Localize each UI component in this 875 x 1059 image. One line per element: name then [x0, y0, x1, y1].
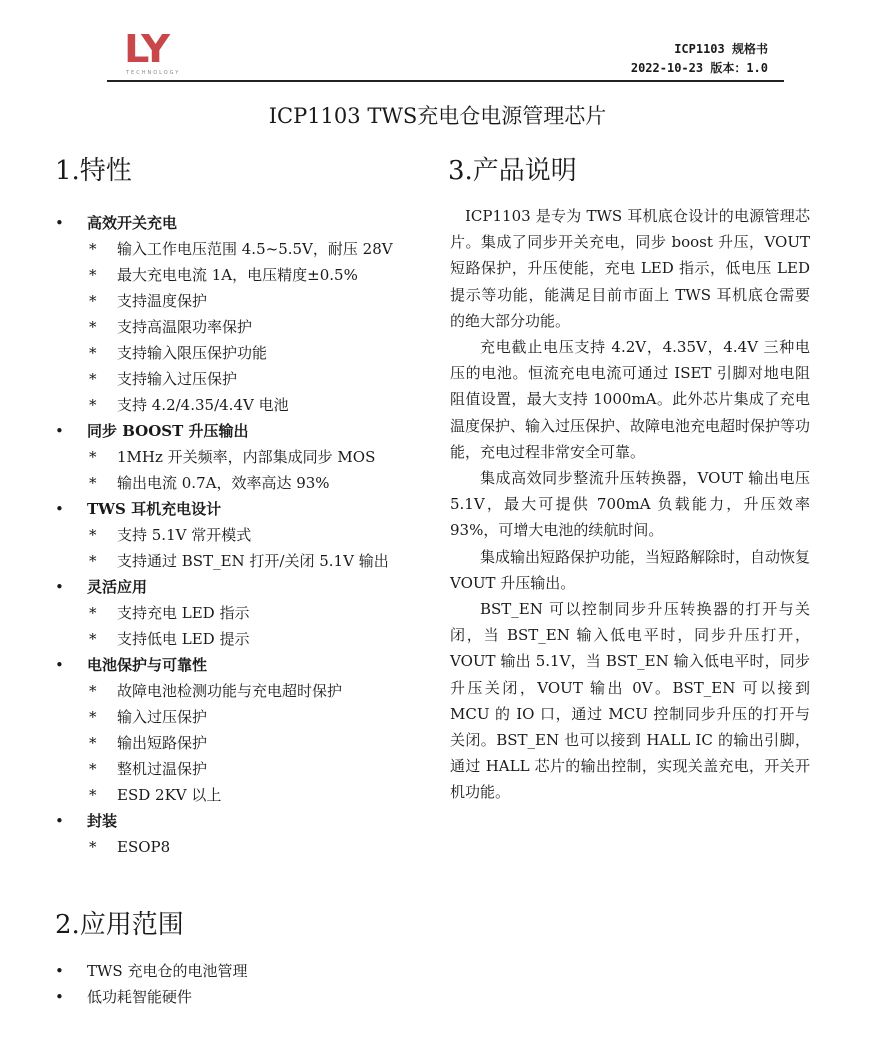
star-icon: * — [89, 604, 97, 622]
star-icon: * — [89, 630, 97, 648]
star-icon: * — [89, 266, 97, 284]
star-icon: * — [89, 474, 97, 492]
star-icon: * — [89, 682, 97, 700]
star-icon: * — [89, 526, 97, 544]
bullet-icon: • — [55, 214, 64, 232]
feature-item — [55, 366, 435, 392]
star-icon: * — [89, 786, 97, 804]
feature-item — [55, 470, 435, 496]
bullet-icon: • — [55, 500, 64, 518]
feature-group-label: 灵活应用 — [87, 578, 148, 596]
document-title: ICP1103 TWS充电仓电源管理芯片 — [268, 104, 607, 128]
feature-item-text: 支持通过 BST_EN 打开/关闭 5.1V 输出 — [117, 552, 389, 570]
feature-item — [55, 704, 435, 730]
star-icon: * — [89, 760, 97, 778]
star-icon: * — [89, 708, 97, 726]
logo-subtext: TECHNOLOGY — [126, 70, 181, 76]
feature-item — [55, 340, 435, 366]
features-list — [55, 210, 435, 860]
feature-group — [55, 418, 435, 444]
header-info — [631, 40, 768, 78]
feature-item-text: 支持充电 LED 指示 — [117, 604, 250, 622]
feature-group — [55, 496, 435, 522]
star-icon: * — [89, 318, 97, 336]
feature-item — [55, 314, 435, 340]
star-icon: * — [89, 292, 97, 310]
feature-item — [55, 522, 435, 548]
feature-group-label: 电池保护与可靠性 — [87, 656, 208, 674]
description-heading: 3.产品说明 — [448, 156, 577, 186]
description-paragraph: 集成输出短路保护功能，当短路解除时，自动恢复 VOUT 升压输出。 — [450, 547, 811, 592]
feature-group — [55, 808, 435, 834]
feature-item-text: ESOP8 — [117, 838, 171, 856]
feature-group-label: TWS 耳机充电设计 — [87, 500, 222, 518]
description-paragraph: 集成高效同步整流升压转换器，VOUT 输出电压 5.1V，最大可提供 700mA 负载能力，升压效率 93%，可增大电池的续航时间。 — [450, 469, 810, 540]
feature-item-text: 支持高温限功率保护 — [117, 318, 253, 336]
feature-item-text: 支持输入限压保护功能 — [117, 344, 268, 362]
feature-item — [55, 262, 435, 288]
feature-item-text: 整机过温保护 — [117, 760, 208, 778]
feature-item-text: 支持 5.1V 常开模式 — [117, 526, 252, 544]
bullet-icon: • — [55, 988, 64, 1006]
logo-text: LY — [124, 27, 168, 71]
bullet-icon: • — [55, 962, 64, 980]
application-item-text: 低功耗智能硬件 — [87, 988, 193, 1006]
feature-item — [55, 444, 435, 470]
feature-item — [55, 236, 435, 262]
star-icon: * — [89, 734, 97, 752]
feature-item-text: 输出短路保护 — [117, 734, 208, 752]
applications-heading: 2.应用范围 — [55, 910, 184, 940]
description-paragraph: 充电截止电压支持 4.2V，4.35V，4.4V 三种电压的电池。恒流充电电流可通过 ISET 引脚对地电阻阻值设置，最大支持 1000mA。此外芯片集成了充电温度保护、输入过压保护、故障电池充电超时保护等功能，充电过程非常安全可靠。 — [450, 338, 811, 461]
feature-item — [55, 600, 435, 626]
description-paragraph: ICP1103 是专为 TWS 耳机底仓设计的电源管理芯片。集成了同步开关充电，同步 boost 升压，VOUT 短路保护，升压使能，充电 LED 指示，低电压 LED 提示等功能，能满足目前市面上 TWS 耳机底仓需要的绝大部分功能。 — [450, 207, 810, 330]
applications-list — [55, 958, 435, 1010]
application-item — [55, 984, 435, 1010]
bullet-icon: • — [55, 578, 64, 596]
feature-group — [55, 652, 435, 678]
spec-label: ICP1103 规格书 — [674, 42, 768, 56]
feature-item-text: 支持温度保护 — [117, 292, 208, 310]
feature-item — [55, 392, 435, 418]
star-icon: * — [89, 552, 97, 570]
feature-group-label: 同步 BOOST 升压输出 — [87, 422, 249, 440]
feature-group-label: 高效开关充电 — [87, 214, 178, 232]
features-heading: 1.特性 — [55, 156, 132, 186]
star-icon: * — [89, 240, 97, 258]
feature-item-text: ESD 2KV 以上 — [117, 786, 222, 804]
application-item-text: TWS 充电仓的电池管理 — [87, 962, 248, 980]
feature-group-label: 封装 — [87, 812, 118, 830]
date-version: 2022-10-23 版本：1.0 — [630, 61, 768, 75]
star-icon: * — [89, 370, 97, 388]
feature-item — [55, 730, 435, 756]
feature-item-text: 支持 4.2/4.35/4.4V 电池 — [117, 396, 289, 414]
bullet-icon: • — [55, 422, 64, 440]
feature-item-text: 输出电流 0.7A，效率高达 93% — [117, 474, 330, 492]
star-icon: * — [89, 396, 97, 414]
bullet-icon: • — [55, 812, 64, 830]
feature-item-text: 故障电池检测功能与充电超时保护 — [117, 682, 343, 700]
star-icon: * — [89, 344, 97, 362]
feature-item — [55, 548, 435, 574]
header-divider — [107, 80, 784, 82]
feature-group — [55, 210, 435, 236]
application-item — [55, 958, 435, 984]
feature-item-text: 支持低电 LED 提示 — [117, 630, 250, 648]
feature-item — [55, 288, 435, 314]
feature-item — [55, 626, 435, 652]
feature-item-text: 输入过压保护 — [117, 708, 208, 726]
feature-item — [55, 756, 435, 782]
company-logo — [124, 27, 192, 78]
feature-item-text: 最大充电电流 1A，电压精度±0.5% — [117, 266, 358, 284]
product-description — [450, 203, 810, 806]
star-icon: * — [89, 838, 97, 856]
feature-item-text: 输入工作电压范围 4.5~5.5V，耐压 28V — [117, 240, 393, 258]
feature-item — [55, 782, 435, 808]
feature-group — [55, 574, 435, 600]
feature-item-text: 1MHz 开关频率，内部集成同步 MOS — [117, 448, 376, 466]
feature-item-text: 支持输入过压保护 — [117, 370, 238, 388]
star-icon: * — [89, 448, 97, 466]
feature-item — [55, 678, 435, 704]
description-paragraph: BST_EN 可以控制同步升压转换器的打开与关闭，当 BST_EN 输入低电平时，同步升压打开，VOUT 输出 5.1V，当 BST_EN 输入低电平时，同步升压关闭，VOUT 输出 0V。BST_EN 可以接到 MCU 的 IO 口，通过 MCU 控制同步升压的打开与关闭。BST_EN 也可以接到 HALL IC 的输出引脚，通过 HALL 芯片的输出控制，实现关盖充电，开关开机功能。 — [450, 600, 810, 802]
bullet-icon: • — [55, 656, 64, 674]
feature-item — [55, 834, 435, 860]
